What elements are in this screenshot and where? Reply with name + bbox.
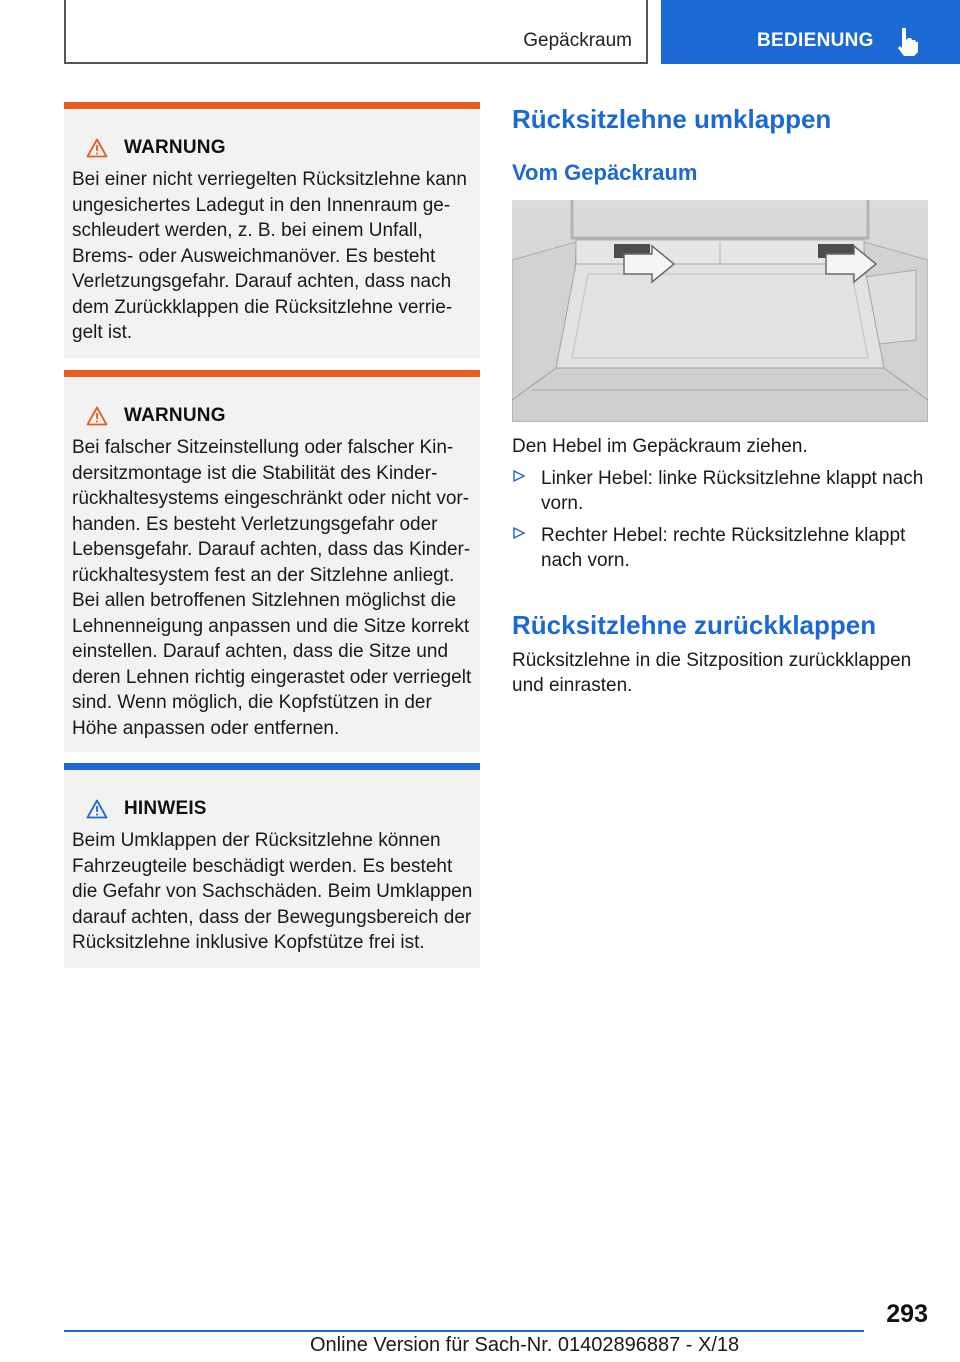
section-2-text: Rücksitzlehne in die Sitzposition zurückklappen und einrasten. xyxy=(512,650,912,696)
header-chapter-title: BEDIENUNG xyxy=(757,30,874,51)
pointing-hand-icon xyxy=(895,26,921,56)
warning-text: Bei einer nicht verriegelten Rücksitzlehne kann ungesichertes Ladegut in den Innenraum ge- schleudert werden, z. B. bei einem Unfall, Brems- oder Ausweichmanöver. Es besteht Verletzungsgefahr. Darauf achten, dass nach dem Zurückklappen die Rücksitzlehne verrie- gelt ist. xyxy=(72,169,467,343)
triangle-bullet-icon xyxy=(512,469,526,483)
warning-box-2 xyxy=(64,370,480,752)
warning-text: Bei falscher Sitzeinstellung oder falscher Kin- dersitzmontage ist die Stabilität des Kinder- rückhaltesystems eingeschränkt oder nicht vor- handen. Es besteht Verletzungsgefahr oder Lebensgefahr. Darauf achten, dass das Kinder- rückhaltesystem fest an der Sitzlehne anliegt. Bei allen betroffenen Sitzlehnen möglichst die Lehnenneigung anpassen und die Sitze korrekt einstellen. Darauf achten, dass die Sitze und deren Lehnen richtig eingerastet oder verriegelt sind. Wenn möglich, die Kopfstützen in der Höhe anpassen oder entfernen. xyxy=(72,437,472,739)
header-section-box xyxy=(64,0,648,64)
notice-box xyxy=(64,763,480,968)
warning-title: WARNUNG xyxy=(124,137,226,158)
notice-triangle-icon xyxy=(86,799,108,819)
footer-divider xyxy=(64,1330,864,1332)
triangle-bullet-icon xyxy=(512,526,526,540)
warning-triangle-icon xyxy=(86,406,108,426)
trunk-illustration xyxy=(512,200,928,422)
notice-text: Beim Umklappen der Rücksitzlehne können Fahrzeugteile beschädigt werden. Es besteht die Gefahr von Sachschäden. Beim Umklappen darauf achten, dass der Bewegungsbereich der Rücksitzlehne inklusive Kopfstütze frei ist. xyxy=(72,830,473,953)
list-item-text: Rechter Hebel: rechte Rücksitzlehne klappt nach vorn. xyxy=(541,525,906,571)
warning-title: WARNUNG xyxy=(124,405,226,426)
list-item-text: Linker Hebel: linke Rücksitzlehne klappt nach vorn. xyxy=(541,468,924,514)
warning-triangle-icon xyxy=(86,138,108,158)
section-title: Rücksitzlehne umklappen xyxy=(512,104,832,134)
subsection-title: Vom Gepäckraum xyxy=(512,160,698,185)
section-title-2: Rücksitzlehne zurückklappen xyxy=(512,610,877,640)
header-section-title: Gepäckraum xyxy=(523,30,632,51)
list-item xyxy=(512,466,930,516)
instruction-text: Den Hebel im Gepäckraum ziehen. xyxy=(512,436,808,457)
warning-box-1 xyxy=(64,102,480,358)
page-number: 293 xyxy=(886,1300,928,1328)
footer-online-version: Online Version für Sach-Nr. 01402896887 - X/18 xyxy=(310,1334,740,1356)
notice-title: HINWEIS xyxy=(124,798,207,819)
header-chapter-tab xyxy=(661,0,960,64)
list-item xyxy=(512,523,930,573)
